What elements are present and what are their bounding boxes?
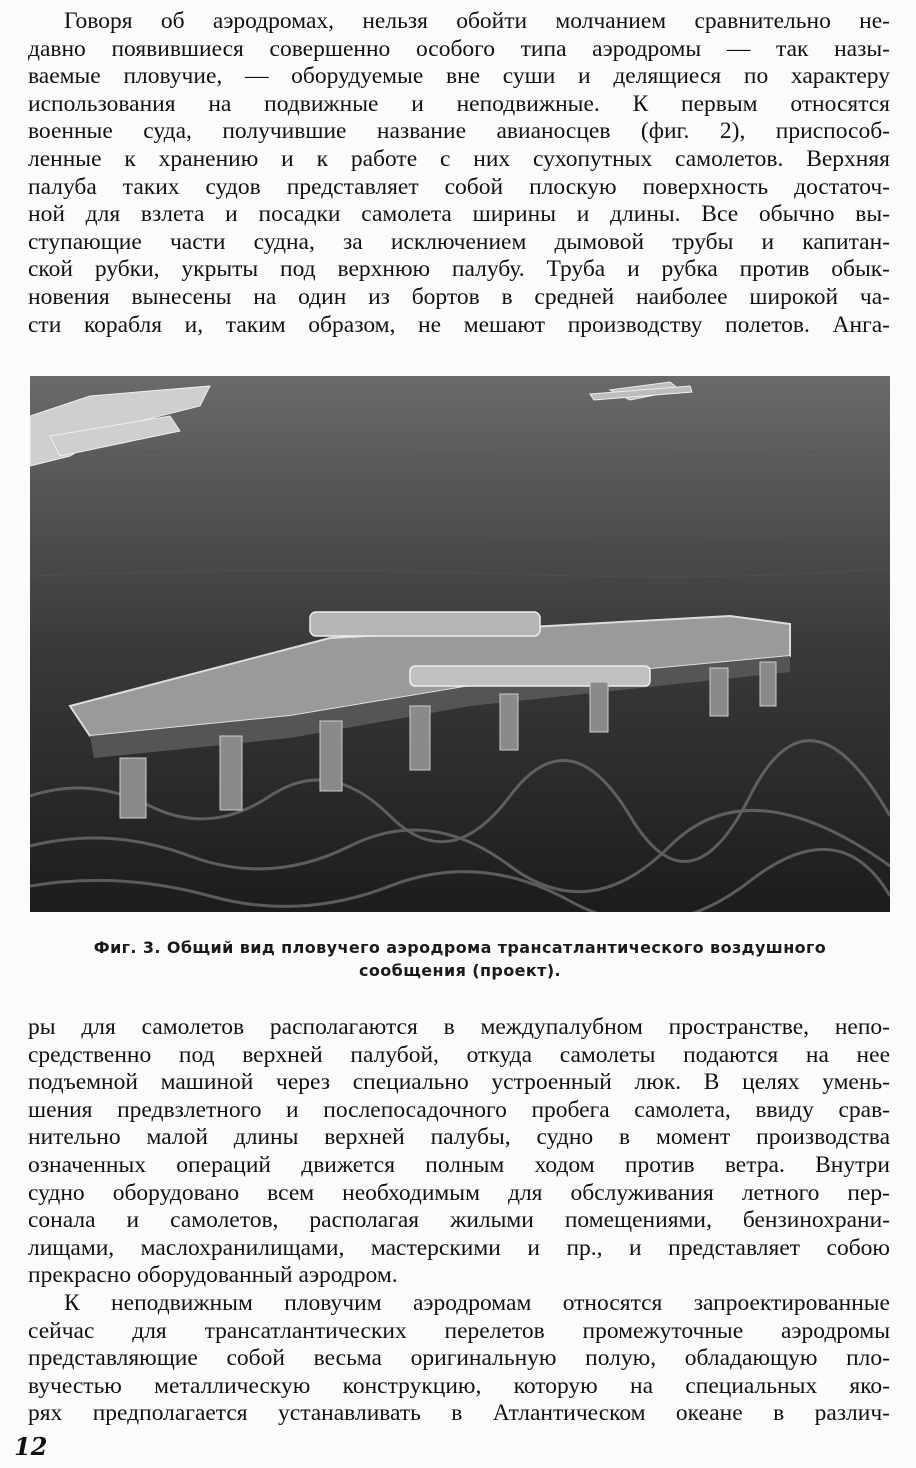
- paragraph-2: [28, 1014, 890, 1290]
- text-line: ской рубки, укрыты под верхнюю палубу. Труба и рубка против обык-: [28, 256, 890, 283]
- floating-aerodrome-illustration: [30, 376, 890, 912]
- text-line: давно появившиеся совершенно особого типа аэродромы — так назы-: [28, 35, 890, 62]
- text-line: сти корабля и, таким образом, не мешают производству полетов. Анга-: [28, 311, 890, 338]
- text-line: ной для взлета и посадки самолета ширины и длины. Все обычно вы-: [28, 201, 890, 228]
- text-line: К неподвижным пловучим аэродромам относятся запроектированные: [64, 1290, 890, 1316]
- page-number: 12: [14, 1432, 48, 1461]
- text-line: подъемной машиной через специально устроенный люк. В целях умень-: [28, 1069, 890, 1096]
- text-line: лищами, маслохранилищами, мастерскими и пр., и представляет собою: [28, 1234, 890, 1261]
- text-line: вучестью металлическую конструкцию, которую на специальных яко-: [28, 1372, 890, 1399]
- text-line: прекрасно оборудованный аэродром.: [28, 1262, 398, 1289]
- text-line: сонала и самолетов, располагая жилыми помещениями, бензинохрани-: [28, 1207, 890, 1234]
- text-line: использования на подвижные и неподвижные. К первым относятся: [28, 90, 890, 117]
- text-line: означенных операций движется полным ходом против ветра. Внутри: [28, 1151, 890, 1178]
- text-line: военные суда, получившие название авианосцев (фиг. 2), приспособ-: [28, 118, 890, 145]
- paragraph-1: [28, 8, 890, 339]
- caption-line: Фиг. 3. Общий вид пловучего аэродрома трансатлантического воздушного: [93, 938, 827, 957]
- figure-caption: [30, 936, 890, 982]
- text-line: нительно малой длины верхней палубы, судно в момент производства: [28, 1124, 890, 1151]
- text-line: ры для самолетов располагаются в междупалубном пространстве, непо-: [28, 1014, 890, 1040]
- text-line: новения вынесены на один из бортов в средней наиболее широкой ча-: [28, 283, 890, 310]
- text-line: сейчас для трансатлантических перелетов промежуточные аэродромы: [28, 1317, 890, 1344]
- figure-illustration: [30, 376, 890, 912]
- text-line: палуба таких судов представляет собой плоскую поверхность достаточ-: [28, 173, 890, 200]
- text-line: средственно под верхней палубой, откуда самолеты подаются на нее: [28, 1041, 890, 1068]
- text-line: ступающие части судна, за исключением дымовой трубы и капитан-: [28, 228, 890, 255]
- text-line: шения предвзлетного и послепосадочного пробега самолета, ввиду срав-: [28, 1096, 890, 1123]
- text-line: Говоря об аэродромах, нельзя обойти молчанием сравнительно не-: [64, 8, 890, 34]
- caption-line: сообщения (проект).: [358, 961, 562, 980]
- text-line: рях предполагается устанавливать в Атлантическом океане в различ-: [28, 1400, 890, 1427]
- text-line: ваемые пловучие, — оборудуемые вне суши и делящиеся по характеру: [28, 63, 890, 90]
- text-line: ленные к хранению и к работе с них сухопутных самолетов. Верхняя: [28, 145, 890, 172]
- paragraph-3: [28, 1290, 890, 1428]
- text-line: представляющие собой весьма оригинальную полую, обладающую пло-: [28, 1345, 890, 1372]
- text-line: судно оборудовано всем необходимым для обслуживания летного пер-: [28, 1179, 890, 1206]
